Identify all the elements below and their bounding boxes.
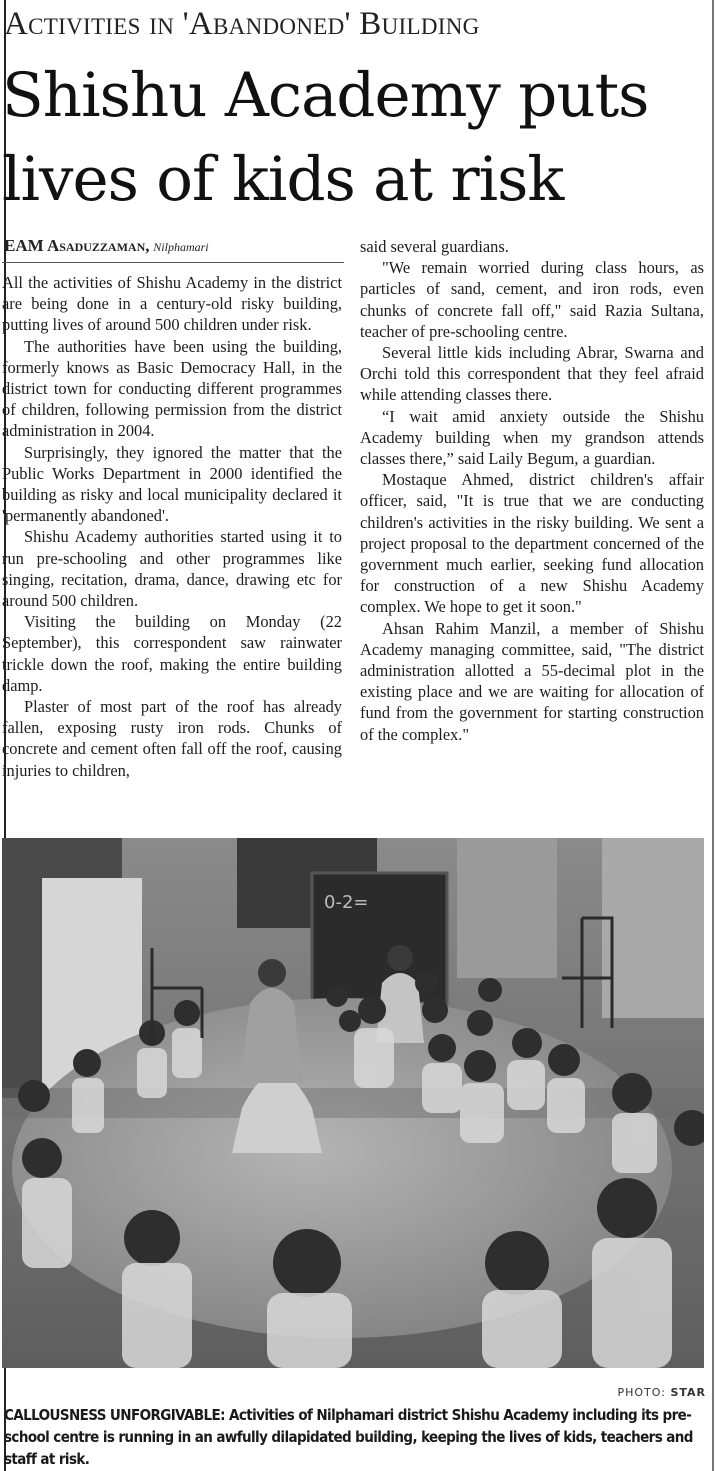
byline-divider: [2, 262, 344, 263]
paragraph: The authorities have been using the building, formerly knows as Basic Democracy Hall, in the district town for conducting different programmes of children, following permission from the district administration in 2004.: [2, 336, 342, 441]
paragraph: Ahsan Rahim Manzil, a member of Shishu Academy managing committee, said, "The district administration allotted a 55-decimal plot in the existing place and we are waiting for allocation of fund from the government for starting construction of the complex.": [360, 618, 704, 744]
paragraph: Visiting the building on Monday (22 September), this correspondent saw rainwater trickle down the roof, making the entire building damp.: [2, 612, 342, 695]
byline: [4, 236, 344, 256]
photo-credit-label: PHOTO:: [617, 1386, 666, 1399]
article-column-left: [2, 272, 342, 781]
news-photo-classroom: [2, 838, 704, 1368]
blackboard-text: 0-2=: [324, 892, 369, 913]
paragraph: “I wait amid anxiety outside the Shishu Academy building when my grandson attends classes there,” said Laily Begum, a guardian.: [360, 406, 704, 469]
byline-location: Nilphamari: [153, 240, 209, 254]
article-headline: Shishu Academy puts lives of kids at risk: [2, 60, 649, 215]
paragraph: All the activities of Shishu Academy in the district are being done in a century-old risky building, putting lives of around 500 children under risk.: [2, 273, 342, 335]
article-column-right: [360, 236, 704, 745]
photo-credit-source: STAR: [670, 1386, 706, 1399]
photo-credit: [617, 1386, 706, 1399]
paragraph: Surprisingly, they ignored the matter that the Public Works Department in 2000 identified the building as risky and local municipality declared it 'permanently abandoned'.: [2, 442, 342, 526]
paragraph: Mostaque Ahmed, district children's affair officer, said, "It is true that we are conducting children's activities in the risky building. We sent a project proposal to the department concerned of the government much earlier, seeking fund allocation for construction of a new Shishu Academy complex. We hope to get it soon.": [360, 470, 704, 617]
paragraph: Several little kids including Abrar, Swarna and Orchi told this correspondent that they feel afraid while attending classes there.: [360, 343, 704, 405]
paragraph: "We remain worried during class hours, as particles of sand, cement, and iron rods, even chunks of concrete fall off," said Razia Sultana, teacher of pre-schooling centre.: [360, 258, 704, 341]
paragraph: said several guardians.: [360, 237, 509, 256]
article-kicker: Activities in 'Abandoned' Building: [4, 6, 480, 42]
photo-caption: CALLOUSNESS UNFORGIVABLE: Activities of Nilphamari district Shishu Academy including its pre-school centre is running in an awfully dilapidated building, keeping the lives of kids, teachers and staff at risk.: [4, 1406, 693, 1468]
byline-author: EAM Asaduzzaman,: [4, 236, 150, 255]
paragraph: Shishu Academy authorities started using it to run pre-schooling and other programmes like singing, recitation, drama, dance, drawing etc for around 500 children.: [2, 527, 342, 611]
paragraph: Plaster of most part of the roof has already fallen, exposing rusty iron rods. Chunks of concrete and cement often fall off the roof, causing injuries to children,: [2, 697, 342, 780]
classroom-photo-illustration: [2, 838, 704, 1368]
